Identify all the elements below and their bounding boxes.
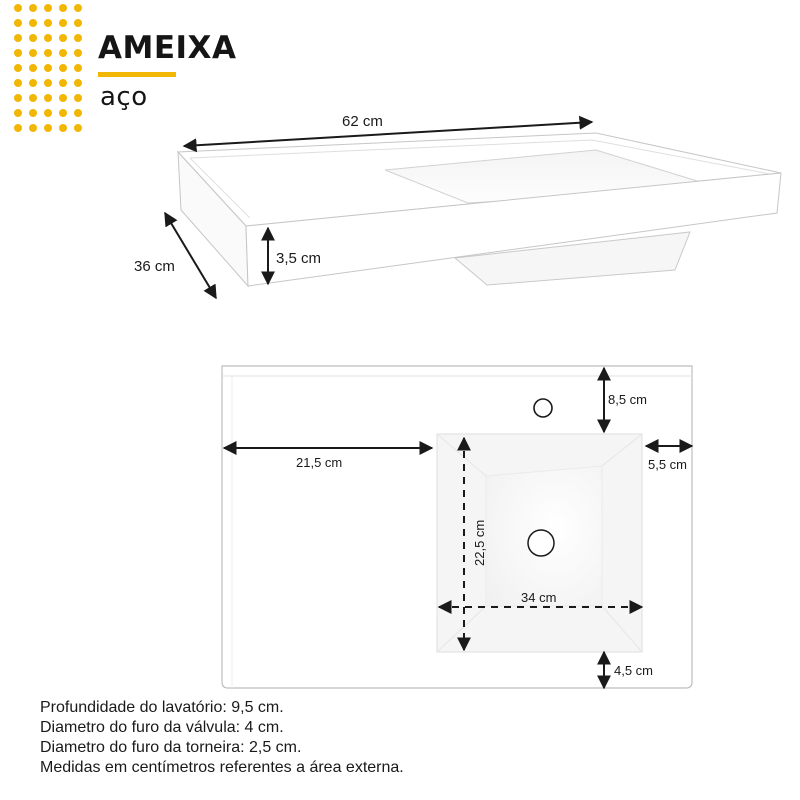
faucet-offset-label: 8,5 cm bbox=[608, 392, 648, 407]
note-faucet-hole: Diametro do furo da torneira: 2,5 cm. bbox=[40, 739, 302, 756]
spec-notes bbox=[40, 698, 404, 778]
faucet-hole bbox=[534, 399, 552, 417]
bowl-bottom-offset-label: 4,5 cm bbox=[614, 663, 654, 678]
bowl-right-offset-label: 5,5 cm bbox=[648, 457, 688, 472]
note-valve-hole: Diametro do furo da válvula: 4 cm. bbox=[40, 719, 284, 736]
thickness-dimension-label: 3,5 cm bbox=[276, 250, 322, 267]
valve-hole bbox=[528, 530, 554, 556]
product-title: AMEIXA bbox=[98, 30, 237, 66]
bowl-left-offset-label: 21,5 cm bbox=[296, 455, 343, 470]
note-measurement: Medidas em centímetros referentes a área externa. bbox=[40, 759, 404, 776]
width-dimension-label: 62 cm bbox=[342, 113, 383, 130]
note-bowl-depth: Profundidade do lavatório: 9,5 cm. bbox=[40, 699, 284, 716]
bowl-width-label: 34 cm bbox=[521, 590, 557, 605]
depth-dimension-label: 36 cm bbox=[134, 258, 175, 275]
bowl-depth-label: 22,5 cm bbox=[472, 519, 487, 566]
product-material: aço bbox=[100, 82, 148, 112]
